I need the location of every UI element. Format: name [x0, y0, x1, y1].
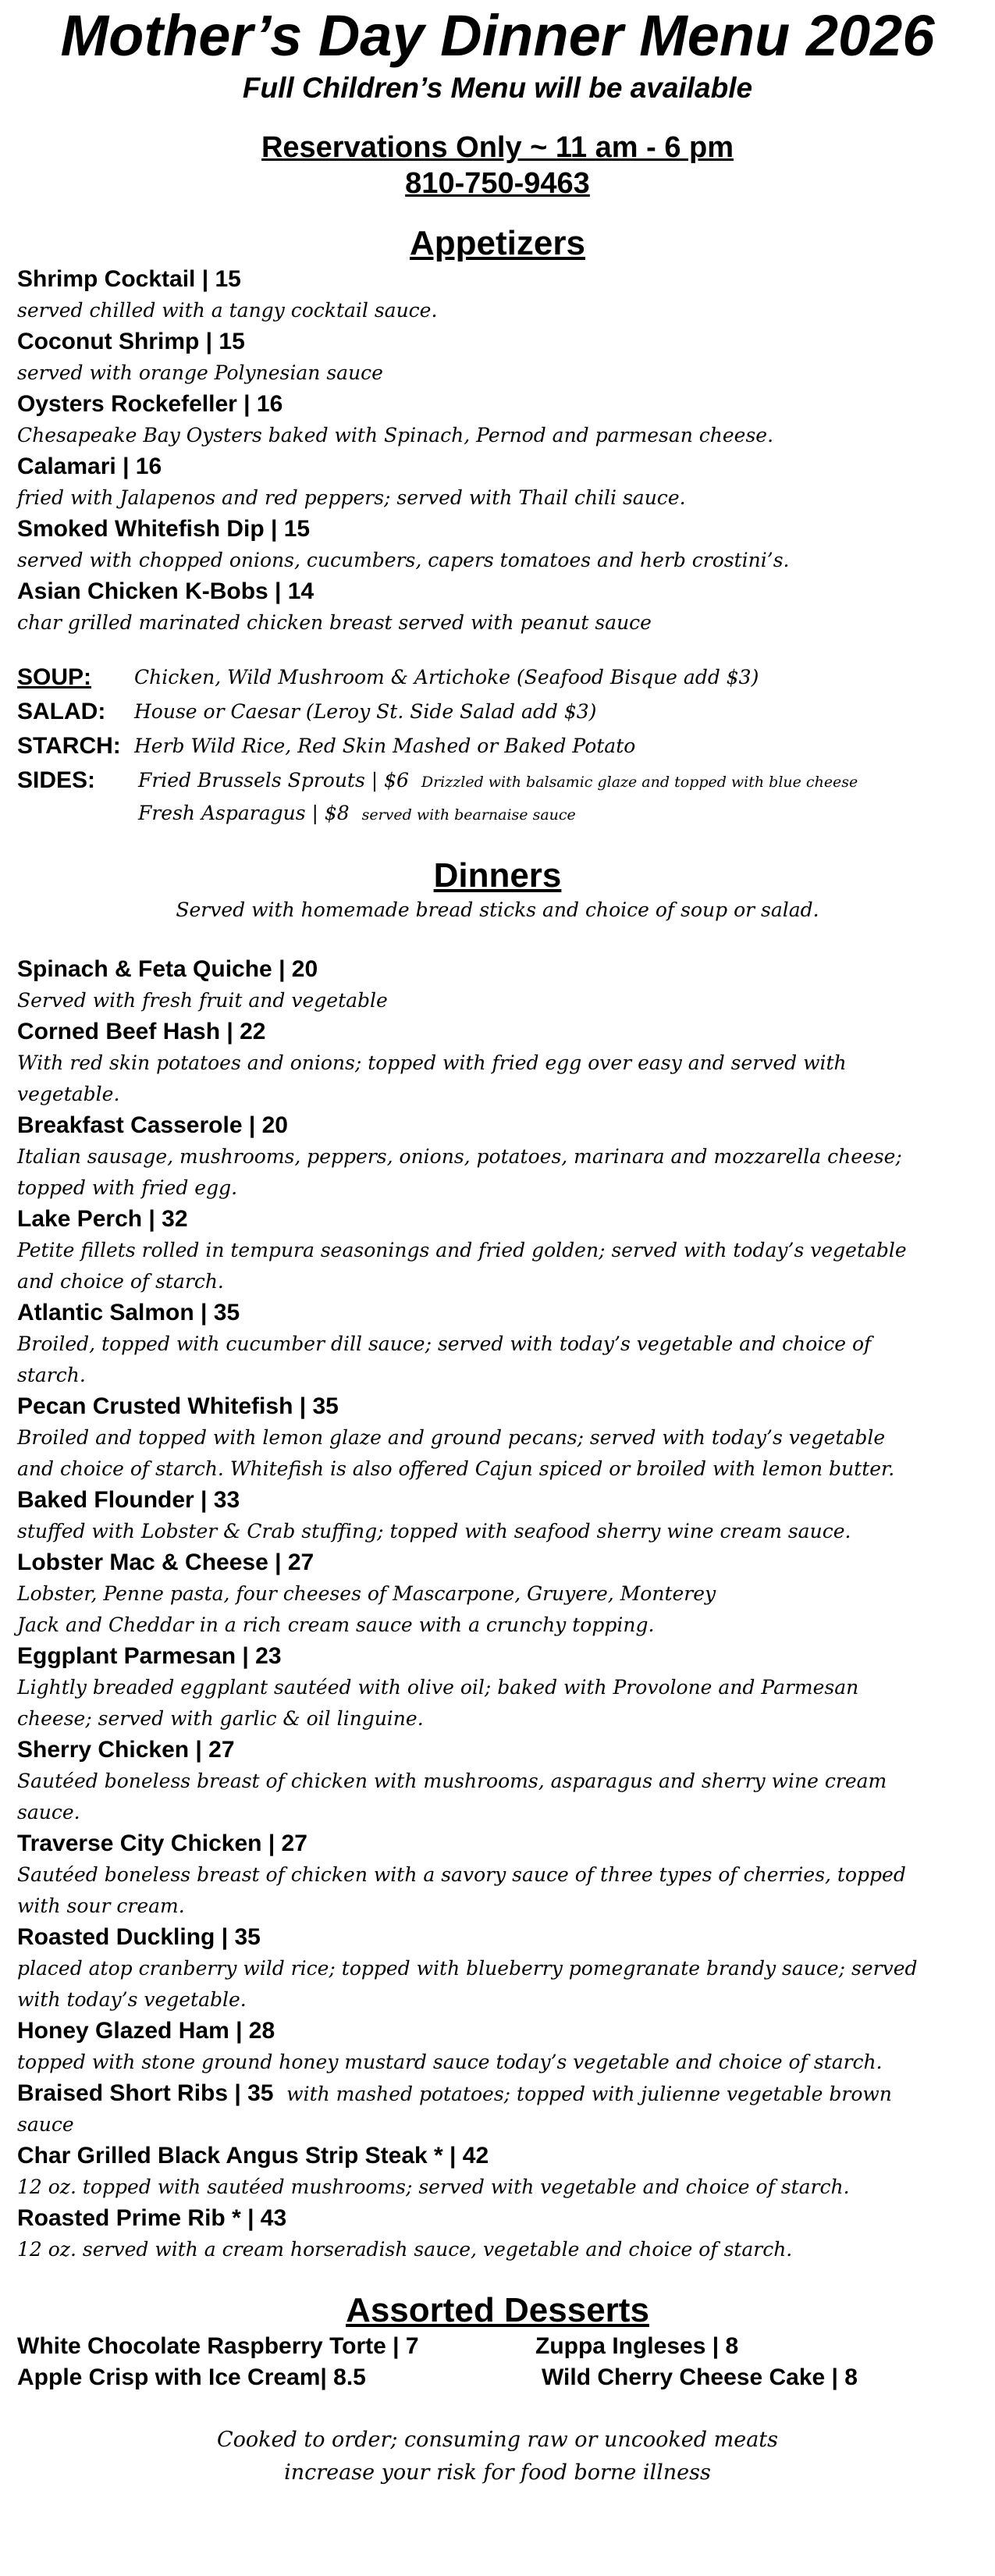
starch-text: Herb Wild Rice, Red Skin Mashed or Baked Potato: [134, 735, 636, 757]
menu-item-name: Asian Chicken K-Bobs | 14: [17, 578, 314, 604]
dessert-item: Zuppa Ingleses | 8: [535, 2333, 739, 2359]
menu-item-name: Coconut Shrimp | 15: [17, 329, 245, 354]
dessert-item: Apple Crisp with Ice Cream| 8.5: [17, 2364, 366, 2390]
menu-item-name: Roasted Duckling | 35: [17, 1924, 261, 1950]
menu-item-desc: sauce.: [17, 1801, 80, 1823]
menu-item-desc: served with orange Polynesian sauce: [17, 361, 383, 384]
menu-item-name: Pecan Crusted Whitefish | 35: [17, 1393, 339, 1419]
menu-item-desc: with today’s vegetable.: [17, 1988, 247, 2011]
menu-item-desc: stuffed with Lobster & Crab stuffing; topped with seafood sherry wine cream sauce.: [17, 1520, 851, 1542]
menu-item-name-text: Braised Short Ribs | 35: [17, 2080, 274, 2106]
soup-row: [17, 660, 985, 695]
menu-item-name: Roasted Prime Rib * | 43: [17, 2205, 287, 2231]
menu-item-desc: Jack and Cheddar in a rich cream sauce with a crunchy topping.: [17, 1614, 655, 1636]
food-safety-note-line-2: increase your risk for food borne illness: [284, 2460, 711, 2485]
dinners-list: [17, 954, 985, 2265]
sides-label: SIDES:: [17, 767, 96, 793]
menu-item-desc: Served with fresh fruit and vegetable: [17, 989, 388, 1012]
dinners-heading: Dinners: [433, 856, 562, 895]
menu-item-name: Traverse City Chicken | 27: [17, 1831, 307, 1856]
soup-text: Chicken, Wild Mushroom & Artichoke (Seafood Bisque add $3): [134, 666, 759, 688]
sides-item: Fried Brussels Sprouts | $6: [138, 769, 409, 792]
menu-item-name: Calamari | 16: [17, 454, 162, 479]
menu-item-name: Smoked Whitefish Dip | 15: [17, 516, 311, 542]
menu-item-desc: 12 oz. topped with sautéed mushrooms; served with vegetable and choice of starch.: [17, 2176, 850, 2198]
menu-item-desc: placed atop cranberry wild rice; topped with blueberry pomegranate brandy sauce; served: [17, 1957, 918, 1980]
menu-item-desc: Chesapeake Bay Oysters baked with Spinach, Pernod and parmesan cheese.: [17, 424, 774, 447]
menu-item-desc: starch.: [17, 1364, 86, 1386]
dessert-item: White Chocolate Raspberry Torte | 7: [17, 2333, 419, 2359]
desserts-heading: Assorted Desserts: [346, 2291, 649, 2329]
menu-item-name: Honey Glazed Ham | 28: [17, 2018, 275, 2044]
menu-item-name: [17, 2078, 985, 2109]
food-safety-note-line-1: Cooked to order; consuming raw or uncooked meats: [216, 2428, 779, 2452]
menu-item-desc: Italian sausage, mushrooms, peppers, onions, potatoes, marinara and mozzarella cheese;: [17, 1145, 902, 1168]
appetizers-list: [17, 264, 985, 639]
menu-item-name: Shrimp Cocktail | 15: [17, 266, 241, 292]
salad-text: House or Caesar (Leroy St. Side Salad add $3): [134, 700, 597, 723]
menu-item-desc: 12 oz. served with a cream horseradish sauce, vegetable and choice of starch.: [17, 2238, 793, 2261]
sides-line2: [138, 796, 576, 832]
menu-item-desc: topped with stone ground honey mustard sauce today’s vegetable and choice of starch.: [17, 2051, 883, 2073]
menu-item-desc: cheese; served with garlic & oil linguine.: [17, 1707, 424, 1730]
menu-item-name: Baked Flounder | 33: [17, 1487, 240, 1513]
menu-item-desc: served chilled with a tangy cocktail sauce.: [17, 299, 438, 322]
menu-item-desc: With red skin potatoes and onions; topped with fried egg over easy and served with: [17, 1051, 847, 1074]
menu-item-desc: fried with Jalapenos and red peppers; served with Thail chili sauce.: [17, 486, 686, 509]
menu-item-name: Corned Beef Hash | 22: [17, 1019, 266, 1044]
menu-item-name: Char Grilled Black Angus Strip Steak * | 42: [17, 2143, 489, 2169]
menu-item-desc: Lightly breaded eggplant sautéed with olive oil; baked with Provolone and Parmesan: [17, 1676, 859, 1699]
appetizers-heading: Appetizers: [410, 224, 585, 262]
menu-item-desc: Sautéed boneless breast of chicken with a savory sauce of three types of cherries, topped: [17, 1863, 906, 1886]
menu-item-desc: with sour cream.: [17, 1895, 185, 1917]
starch-row: [17, 729, 985, 763]
menu-item-name: Lobster Mac & Cheese | 27: [17, 1550, 314, 1575]
page-title: Mother’s Day Dinner Menu 2026: [60, 3, 935, 68]
reservations-line: Reservations Only ~ 11 am - 6 pm: [261, 131, 734, 164]
menu-item-name: Spinach & Feta Quiche | 20: [17, 956, 318, 982]
menu-item-inline-desc: with mashed potatoes; topped with julienne vegetable brown: [286, 2083, 892, 2105]
dessert-item: Wild Cherry Cheese Cake | 8: [542, 2364, 858, 2390]
salad-row: [17, 695, 985, 729]
menu-item-desc: sauce: [17, 2113, 74, 2136]
starch-label: STARCH:: [17, 733, 121, 759]
menu-item-desc: Broiled, topped with cucumber dill sauce; served with today’s vegetable and choice of: [17, 1332, 872, 1355]
dinners-intro: Served with homemade bread sticks and choice of soup or salad.: [176, 898, 819, 921]
menu-item-desc: topped with fried egg.: [17, 1176, 238, 1199]
menu-item-name: Atlantic Salmon | 35: [17, 1300, 240, 1325]
sides-row: [17, 763, 985, 798]
sides-line1: [138, 763, 858, 799]
page-subtitle: Full Children’s Menu will be available: [242, 72, 753, 104]
sides-row-2: [17, 796, 985, 831]
sides-note: Drizzled with balsamic glaze and topped with blue cheese: [421, 774, 858, 791]
menu-item-desc: served with chopped onions, cucumbers, capers tomatoes and herb crostini’s.: [17, 549, 790, 571]
menu-item-desc: Lobster, Penne pasta, four cheeses of Mascarpone, Gruyere, Monterey: [17, 1582, 716, 1605]
menu-item-name: Sherry Chicken | 27: [17, 1737, 235, 1763]
menu-item-name: Breakfast Casserole | 20: [17, 1112, 288, 1138]
menu-item-desc: and choice of starch.: [17, 1270, 224, 1293]
menu-item-desc: char grilled marinated chicken breast served with peanut sauce: [17, 611, 652, 634]
menu-item-name: Oysters Rockefeller | 16: [17, 391, 283, 417]
sides-note: served with bearnaise sauce: [361, 806, 576, 824]
menu-item-name: Eggplant Parmesan | 23: [17, 1643, 282, 1669]
menu-item-desc: vegetable.: [17, 1083, 120, 1105]
menu-item-desc: Broiled and topped with lemon glaze and ground pecans; served with today’s vegetable: [17, 1426, 886, 1449]
phone-number: 810-750-9463: [405, 167, 590, 200]
menu-item-desc: Sautéed boneless breast of chicken with mushrooms, asparagus and sherry wine cream: [17, 1770, 887, 1792]
soup-label: SOUP:: [17, 664, 92, 690]
menu-item-desc: Petite fillets rolled in tempura seasonings and fried golden; served with today’s vegetable: [17, 1239, 907, 1261]
sides-item: Fresh Asparagus | $8: [138, 802, 350, 824]
salad-label: SALAD:: [17, 699, 106, 724]
menu-item-name: Lake Perch | 32: [17, 1206, 188, 1232]
menu-item-desc: and choice of starch. Whitefish is also offered Cajun spiced or broiled with lemon butter.: [17, 1457, 895, 1480]
